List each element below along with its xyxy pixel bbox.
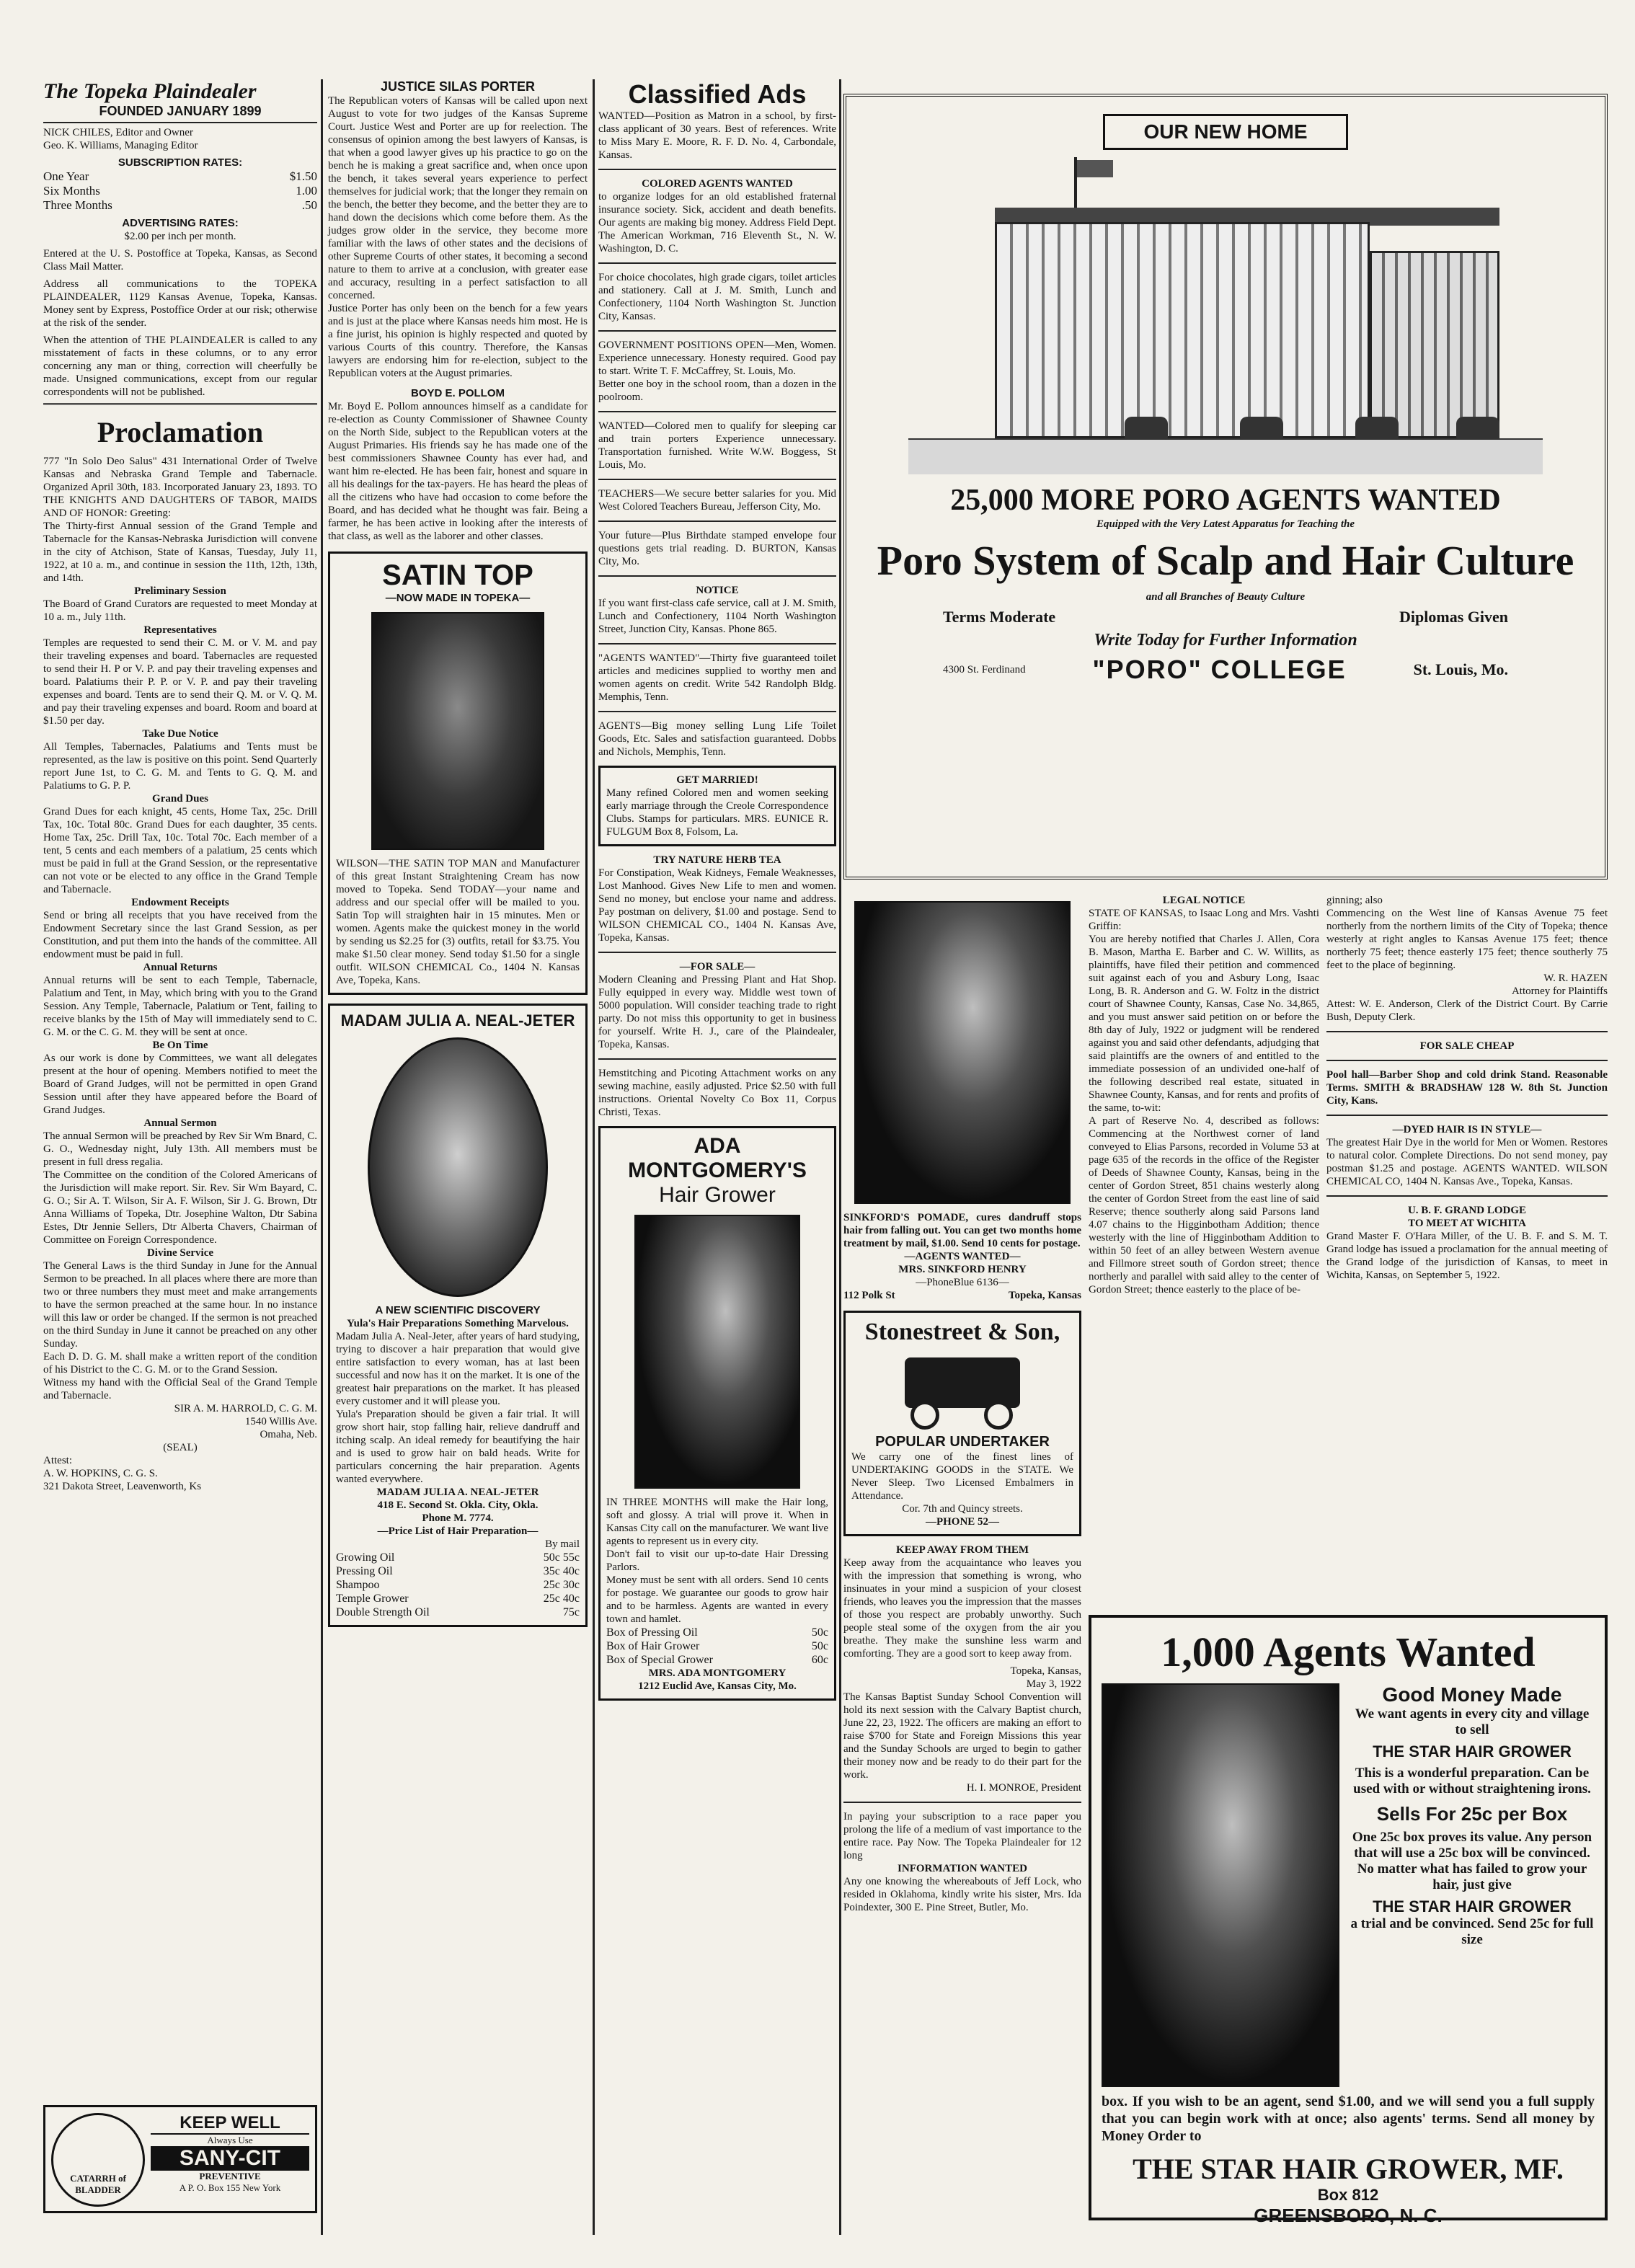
- advertising-rate: $2.00 per inch per month.: [124, 231, 236, 242]
- stonestreet-address: Cor. 7th and Quincy streets.: [902, 1503, 1023, 1515]
- keep-well-addr: A P. O. Box 155 New York: [179, 2182, 281, 2193]
- subhead: Divine Service: [146, 1247, 214, 1259]
- address-notice: Address all communications to the TOPEKA PLAINDEALER, 1129 Kansas Avenue, Topeka, Kansas. Money sent by Express, Postoffice Order at our risk; otherwise at the risk of the sender.: [43, 278, 317, 329]
- price-values: 25c 40c: [543, 1593, 580, 1605]
- correction-notice: When the attention of THE PLAINDEALER is called to any misstatement of facts in these columns, or to any error concerning any man or thing, correction will cheerfully be made. Unsigned communications, except from our regular correspondents will not be published.: [43, 334, 317, 405]
- baptist-signature: H. I. MONROE, President: [966, 1782, 1081, 1794]
- keep-well-tag: Always Use: [207, 2135, 253, 2145]
- keep-well-ad: [43, 2105, 317, 2213]
- paragraph: The annual Sermon will be preached by Rev Sir Wm Bnard, C. G. O., Wednesday night, July 13th. All members must be present in full dress regalia.: [43, 1130, 317, 1168]
- julia-address: MADAM JULIA A. NEAL-JETER 418 E. Second St. Okla. City, Okla. Phone M. 7774.: [376, 1487, 539, 1524]
- ada-p3: Money must be sent with all orders. Send 10 cents for postage. We guarantee our goods to grow hair and to be harmless. Agents are wanted in every town and hamlet.: [606, 1574, 828, 1625]
- price-item: Temple Grower: [336, 1593, 409, 1605]
- paragraph: Send or bring all receipts that you have received from the Endowment Secretary since the last Grand Session, as per Constitution, and put them into the hands of the committee. All endowment must be paid in full.: [43, 910, 317, 960]
- justice-title: JUSTICE SILAS PORTER: [380, 79, 536, 94]
- subscription-appeal: In paying your subscription to a race paper you prolong the life of a medium of vast importance to the entire race. Pay Now. The Topeka Plaindealer for 12 long: [843, 1811, 1081, 1861]
- poro-h4: and all Branches of Beauty Culture: [1146, 591, 1306, 603]
- stonestreet-text: We carry one of the finest lines of UNDERTAKING GOODS in the STATE. We Never Sleep. Two Licensed Embalmers in Attendance.: [851, 1451, 1073, 1502]
- poro-terms: Terms Moderate: [943, 608, 1056, 626]
- ubf-text: Grand Master F. O'Hara Miller, of the U. B. F. and S. M. T. Grand lodge has issued a proclamation for the annual meeting of the Grand lodge of the jurisdiction of Kansas, to meet in Wichita, Kansas, on September 5, 1922.: [1326, 1231, 1608, 1281]
- paragraph: Temples are requested to send their C. M. or V. M. and pay their traveling expenses and board. Tabernacles are requested to send their H. P or V. P. and pay their traveling expenses and board. Palatiums their P. P. or V. P. and pay their traveling expenses and board. Tents are to send their Q. M. or V. Q. M. and pay their traveling expenses and board. Room and board at $1.50 per day.: [43, 637, 317, 727]
- subhead: Endowment Receipts: [131, 897, 229, 908]
- advertising-heading: ADVERTISING RATES:: [122, 217, 239, 229]
- satin-top-sub: —NOW MADE IN TOPEKA—: [385, 592, 531, 604]
- julia-h1: A NEW SCIENTIFIC DISCOVERY: [375, 1304, 541, 1316]
- subhead: Representatives: [143, 624, 217, 636]
- rates-list: [43, 169, 317, 213]
- star-h2: THE STAR HAIR GROWER: [1373, 1742, 1572, 1760]
- info-wanted-title: INFORMATION WANTED: [898, 1863, 1027, 1874]
- star-p1: We want agents in every city and village to sell: [1355, 1706, 1590, 1737]
- price-row: [336, 1605, 580, 1619]
- rate-value: $1.50: [289, 169, 317, 183]
- column-news: [328, 79, 588, 1627]
- price-row: [336, 1578, 580, 1592]
- column-rule: [321, 79, 323, 2235]
- star-p2: This is a wonderful preparation. Can be used with or without straightening irons.: [1353, 1766, 1591, 1797]
- classified-ad-heading: —FOR SALE—: [679, 961, 756, 973]
- price-item: Growing Oil: [336, 1551, 395, 1564]
- seal: (SEAL): [163, 1442, 198, 1453]
- classified-ad: Modern Cleaning and Pressing Plant and Hat Shop. Fully equipped in every way. Middle west town of 5000 population. Will consider teaching trade to right party. Do not miss this opportunity to get in business for yourself. Write H. J., care of the Plaindealer, Topeka, Kansas.: [598, 974, 836, 1050]
- price-item: Pressing Oil: [336, 1565, 393, 1577]
- stonestreet-ad: [843, 1311, 1081, 1536]
- star-p5: box. If you wish to be an agent, send $1.00, and we will send you a full supply that you can begin work with at once; also agents' terms. Send all money by Money Order to: [1102, 2094, 1595, 2144]
- price-row: [43, 198, 317, 213]
- legal-p1: STATE OF KANSAS, to Isaac Long and Mrs. Vashti Griffin:: [1089, 908, 1319, 932]
- price-row: [606, 1653, 828, 1667]
- julia-title: MADAM JULIA A. NEAL-JETER: [340, 1011, 575, 1029]
- star-portrait: [1102, 1683, 1339, 2087]
- star-company: THE STAR HAIR GROWER, MF.: [1133, 2153, 1564, 2185]
- poro-building-illustration: [908, 157, 1543, 474]
- price-values: 50c 55c: [543, 1551, 580, 1564]
- paragraph: All Temples, Tabernacles, Palatiums and Tents must be represented, as the law is positive on this point. Send Quarterly report June 1st, to C. G. M. and Tents to G. Q. M. and Palatiums to G. P. P.: [43, 741, 317, 792]
- keep-well-text: [151, 2113, 309, 2205]
- classified-ad: WANTED—Position as Matron in a school, by first-class applicant of 30 years. Best of references. Write to Miss Mary E. Moore, R. F. D. No. 4, Carbondale, Kansas.: [598, 110, 836, 161]
- keep-away-title: KEEP AWAY FROM THEM: [895, 1544, 1029, 1556]
- price-row: [606, 1639, 828, 1653]
- paragraph: The General Laws is the third Sunday in June for the Annual Sermon to be preached. In all places where there are more than two or three numbers they must meet and make arrangements to have the sermon preached at the same hour. In no instance will this law or order be changed. If the sermon is not preached on the third Sunday in June it cannot be preached on any other Sunday.: [43, 1260, 317, 1350]
- editors: NICK CHILES, Editor and Owner Geo. K. Williams, Managing Editor: [43, 122, 317, 152]
- cheap-text: Pool hall—Barber Shop and cold drink Stand. Reasonable Terms. SMITH & BRADSHAW 128 W. 8th St. Junction City, Kans.: [1326, 1069, 1608, 1107]
- price-value: 60c: [811, 1654, 828, 1666]
- price-row: [336, 1592, 580, 1605]
- price-row: [43, 184, 317, 198]
- star-title: 1,000 Agents Wanted: [1161, 1629, 1536, 1675]
- price-values: 35c 40c: [543, 1565, 580, 1577]
- stonestreet-phone: —PHONE 52—: [925, 1516, 1000, 1528]
- paragraph: Annual returns will be sent to each Temple, Tabernacle, Palatium and Tent, in May, which bring with you to the Grand Session. Any Temple, Tabernacle, Palatium or Tent, failing to receive blanks by the 15th of May will immediately send to C. G. M. or the C. G. M. they will be sent at once.: [43, 975, 317, 1038]
- proclamation-session: The Thirty-first Annual session of the Grand Temple and Tabernacle for the Kansas-Nebraska Jurisdiction will convene in the city of Atchison, State of Kansas, Tuesday, July 11, 1922, at 10 a. m., and continue in session the 11th, 12th, 13th, and 14th.: [43, 521, 317, 584]
- price-item: Box of Hair Grower: [606, 1640, 700, 1652]
- signature: SIR A. M. HARROLD, C. G. M. 1540 Willis Ave. Omaha, Neb.: [174, 1403, 317, 1440]
- julia-portrait: [368, 1037, 548, 1297]
- star-p4: a trial and be convinced. Send 25c for full size: [1350, 1916, 1594, 1947]
- legal-title: LEGAL NOTICE: [1162, 895, 1246, 906]
- column-masthead: [43, 79, 317, 2195]
- julia-ad: [328, 1004, 588, 1627]
- paragraph: The Board of Grand Curators are requested to meet Monday at 10 a. m., July 11th.: [43, 598, 317, 623]
- classified-ad: Your future—Plus Birthdate stamped envelope four questions gets trial reading. D. BURTON, Kansas City, Mo.: [598, 530, 836, 567]
- classified-ad: AGENTS—Big money selling Lung Life Toilet Goods, Etc. Sales and satisfaction guaranteed. Dobbs and Nichols, Memphis, Tenn.: [598, 720, 836, 758]
- rate-label: Three Months: [43, 198, 112, 212]
- column-legal: [1089, 894, 1319, 1296]
- price-item: Double Strength Oil: [336, 1606, 430, 1618]
- price-value: 50c: [811, 1626, 828, 1639]
- legal-p5: Commencing on the West line of Kansas Avenue 75 feet northerly from the northern limits of the City of Topeka; thence westerly at right angles to Kansas Avenue 175 feet; thence northerly 75 feet; thence easterly 175 feet; thence southerly 75 feet to the place of beginning.: [1326, 908, 1608, 971]
- column-rule: [839, 79, 841, 2235]
- julia-list-heading: —Price List of Hair Preparation—: [377, 1525, 539, 1537]
- legal-attest: Attest: W. E. Anderson, Clerk of the District Court. By Carrie Bush, Deputy Clerk.: [1326, 998, 1608, 1023]
- stonestreet-h1: POPULAR UNDERTAKER: [875, 1434, 1050, 1450]
- ada-title: ADA MONTGOMERY'S: [628, 1134, 807, 1182]
- subhead: Annual Sermon: [143, 1117, 217, 1129]
- entered-notice: Entered at the U. S. Postoffice at Topeka, Kansas, as Second Class Mail Matter.: [43, 248, 317, 273]
- satin-top-portrait: [371, 612, 544, 850]
- satin-top-text: WILSON—THE SATIN TOP MAN and Manufacturer of this great Instant Straightening Cream has now moved to Topeka. Send TODAY—your name and address and our special offer will be mailed to you. Satin Top will straighten hair in 15 minutes. Men or women. Agents make the quickest money in the world by sending us $2.25 for (3) outfits, retail for $3.75. You make $1.50 clear money. Send today $1.50 for a single outfit. WILSON CHEMICAL Co., 1404 N. Kansas Ave, Topeka, Kans.: [336, 858, 580, 986]
- subhead: Preliminary Session: [134, 585, 226, 597]
- classified-ad: "AGENTS WANTED"—Thirty five guaranteed toilet articles and medicines supplied to worthy men and women agents on credit. Write 542 Randolph Bldg. Memphis, Tenn.: [598, 652, 836, 703]
- newspaper-page: [29, 79, 1608, 2235]
- star-p3: One 25c box proves its value. Any person that will use a 25c box will be convinced. No matter what has failed to grow your hair, just give: [1352, 1830, 1592, 1892]
- ubf-title: U. B. F. GRAND LODGE: [1407, 1205, 1527, 1216]
- classified-ad: TEACHERS—We secure better salaries for you. Mid West Colored Teachers Bureau, Jefferson City, Mo.: [598, 488, 836, 513]
- price-row: [606, 1626, 828, 1639]
- price-item: Shampoo: [336, 1579, 380, 1591]
- price-row: [43, 169, 317, 184]
- dyed-text: The greatest Hair Dye in the world for Men or Women. Restores to natural color. Complete Directions. Do not send money, pay postman $1.25 and postage. AGENTS WANTED. WILSON CHEMICAL CO, 1404 N. Kansas Ave., Topeka, Kansas.: [1326, 1137, 1608, 1187]
- justice-p2: Justice Porter has only been on the bench for a few years and is just at the place where Kansas needs him most. He is a fine jurist, his opinion is highly respected and quoted by various Courts of this country. Therefore, the Kansas lawyers are endorsing him for re-election, subject to the Republican voters at the August primaries.: [328, 303, 588, 379]
- poro-street: 4300 St. Ferdinand: [943, 664, 1026, 675]
- ada-price-list: [606, 1626, 828, 1667]
- baptist-text: The Kansas Baptist Sunday School Convention will hold its next session with the Calvary Baptist church, June 22, 23, 1922. The officers are making an effort to raise $700 for State and Foreign Missions this year and the Sunday Schools are urged to begin to gather their money now and be ready to do their part for the work.: [843, 1691, 1081, 1781]
- paragraph: Witness my hand with the Official Seal of the Grand Temple and Tabernacle.: [43, 1377, 317, 1401]
- price-row: [336, 1551, 580, 1564]
- subhead: Take Due Notice: [142, 728, 218, 740]
- ada-portrait: [634, 1215, 800, 1489]
- sinkford-portrait: [854, 901, 1071, 1204]
- subhead: Be On Time: [152, 1040, 208, 1051]
- classified-title: Classified Ads: [628, 79, 807, 109]
- subhead: Grand Dues: [152, 793, 208, 805]
- classified-ad: If you want first-class cafe service, call at J. M. Smith, Lunch and Confectionery, 1104 North Washington Street, Junction City, Kansas. Phone 865.: [598, 598, 836, 635]
- sinkford-address: 112 Polk St: [843, 1290, 895, 1301]
- star-hair-grower-ad: [1089, 1615, 1608, 2226]
- classified-ad: to organize lodges for an old established fraternal insurance society. Sick, accident and death benefits. Our agents are making big money. Address Field Dept. The American Workman, 716 Eleventh St., N. W. Washington, D. C.: [598, 191, 836, 254]
- classified-ad-heading: NOTICE: [696, 585, 739, 596]
- dyed-title: —DYED HAIR IS IN STYLE—: [1392, 1124, 1542, 1135]
- classified-ad: For Constipation, Weak Kidneys, Female Weaknesses, Lost Manhood. Gives New Life to men and women. Send no money, but enclose your name and address. Pay postman on delivery, $1.00 and postage. Send to WILSON CHEMICAL CO., 1404 N. Kansas Ave, Topeka, Kansas.: [598, 867, 836, 944]
- julia-list-sub: By mail: [545, 1538, 580, 1550]
- julia-h2: Yula's Hair Preparations Something Marvelous.: [347, 1318, 569, 1329]
- poro-h2: Equipped with the Very Latest Apparatus for Teaching the: [1096, 518, 1355, 530]
- ubf-sub: TO MEET AT WICHITA: [1408, 1218, 1526, 1229]
- proclamation-intro: 777 "In Solo Deo Salus" 431 International Order of Twelve Kansas and Nebraska Grand Temple and Tabernacle. Organized April 30th, 183. Incorporated January 23, 1893. TO THE KNIGHTS AND DAUGHTERS OF TABOR, MAIDS AND OF HONOR: Greeting:: [43, 456, 317, 519]
- price-row: [336, 1564, 580, 1578]
- price-item: Box of Special Grower: [606, 1654, 713, 1666]
- legal-p4: ginning; also: [1326, 895, 1383, 906]
- poro-college: "PORO" COLLEGE: [1092, 655, 1347, 684]
- ada-p1: IN THREE MONTHS will make the Hair long, soft and glossy. A trial will prove it. When in Kansas City call on the manufacturer. We want live agents to represent us in every city.: [606, 1497, 829, 1547]
- keep-well-title: KEEP WELL: [151, 2113, 309, 2135]
- attest: Attest: A. W. HOPKINS, C. G. S. 321 Dakota Street, Leavenworth, Ks: [43, 1455, 202, 1492]
- get-married-heading: GET MARRIED!: [676, 774, 758, 786]
- price-values: 25c 30c: [543, 1579, 580, 1591]
- classified-ad: WANTED—Colored men to qualify for sleeping car and train porters Experience unnecessary. Transportation furnished. Write W.W. Boggess, St Louis, Mo.: [598, 420, 836, 471]
- star-h3: Sells For 25c per Box: [1376, 1803, 1568, 1825]
- column-classified: [598, 79, 836, 1701]
- star-box: Box 812: [1317, 2186, 1379, 2204]
- rate-value: .50: [301, 198, 317, 212]
- paragraph: Each D. D. G. M. shall make a written report of the condition of his District to the C. G. M. or to the Grand Session.: [43, 1351, 317, 1376]
- sinkford-agents: —AGENTS WANTED—: [904, 1251, 1021, 1262]
- satin-top-ad: [328, 552, 588, 995]
- classified-ad-heading: COLORED AGENTS WANTED: [642, 178, 793, 190]
- paragraph: Grand Dues for each knight, 45 cents, Home Tax, 25c. Drill Tax, 10c. Total 80c. Grand Dues for each daughter, 35 cents. Home Tax, 25c. Drill Tax, 10c. Total 70c. Each member of a tent, 5 cents and each members of a palatium, 25 cents which must be paid in full at the Grand Session, or the representative can not vote or be elected to any office in the Grand Temple and Tabernacle.: [43, 806, 317, 895]
- paragraph: As our work is done by Committees, we want all delegates present at the hour of opening. Members notified to meet the Board of Grand Judges, will not be permitted in open Grand Session until after they have appeared before the Board of Grand Judges.: [43, 1053, 317, 1116]
- price-value: 50c: [811, 1640, 828, 1652]
- star-city: GREENSBORO, N. C.: [1254, 2205, 1443, 2226]
- dateline: Topeka, Kansas, May 3, 1922: [1010, 1665, 1081, 1690]
- poro-banner: OUR NEW HOME: [1143, 120, 1308, 143]
- price-values: 75c: [562, 1606, 580, 1618]
- classified-ad: GOVERNMENT POSITIONS OPEN—Men, Women. Experience unnecessary. Honesty required. Good pay to start. Write T. F. McCaffrey, St. Louis, Mo.: [598, 340, 836, 377]
- column-rule: [593, 79, 595, 2235]
- poro-ad: [843, 94, 1608, 880]
- cheap-title: FOR SALE CHEAP: [1419, 1040, 1515, 1052]
- poro-h1: 25,000 MORE PORO AGENTS WANTED: [950, 484, 1501, 517]
- ada-sub: Hair Grower: [659, 1183, 776, 1207]
- keep-away-text: Keep away from the acquaintance who leaves you with the impression that something is wrong, who insinuates in your mind a suspicion of your closest friends, who leaves you the impression that the masses of those you respect are probably unworthy. Such people steal some of the oxygen from the air you breathe. They make the sunshine less warm and comforting. They are a good sort to keep away from.: [843, 1557, 1081, 1660]
- keep-well-desc: PREVENTIVE: [199, 2171, 261, 2181]
- paragraph: The Committee on the condition of the Colored Americans of the Jurisdiction will make report. Sir. Rev. Sir Wm Bayard, C. G. O.; Sir A. T. Wilson, Sir A. F. Wilson, Sir J. G. Brown, Dtr Anna Williams of Topeka, Dtr. Josephine Walton, Dtr Sabina Estes, Dtr Jennie Sellers, Dtr Alberta Chavers, Chairman of Committee on Foreign Correspondence.: [43, 1169, 317, 1246]
- price-item: Box of Pressing Oil: [606, 1626, 698, 1639]
- sinkford-text: SINKFORD'S POMADE, cures dandruff stops hair from falling out. You can get two months home treatment by mail, $1.00. Send 10 cents for postage.: [843, 1212, 1081, 1249]
- poro-h3: Poro System of Scalp and Hair Culture: [877, 537, 1574, 584]
- sinkford-name: MRS. SINKFORD HENRY: [898, 1264, 1027, 1275]
- hearse-illustration: [890, 1350, 1034, 1430]
- subscription-heading: SUBSCRIPTION RATES:: [118, 156, 243, 169]
- column-misc: [1326, 894, 1608, 1282]
- ada-montgomery-ad: [598, 1126, 836, 1701]
- info-wanted-text: Any one knowing the whereabouts of Jeff Lock, who resided in Oklahoma, kindly write his sister, Mrs. Ida Poindexter, 300 E. Pine Street, Butler, Mo.: [843, 1876, 1081, 1913]
- ada-p2: Don't fail to visit our up-to-date Hair Dressing Parlors.: [606, 1549, 828, 1573]
- poro-diplomas: Diplomas Given: [1399, 608, 1508, 626]
- sinkford-city: Topeka, Kansas: [1008, 1290, 1081, 1301]
- julia-price-list: [336, 1551, 580, 1619]
- subhead: Annual Returns: [143, 962, 218, 973]
- column-sinkford: [843, 894, 1081, 1914]
- poro-city: St. Louis, Mo.: [1413, 660, 1508, 678]
- classified-ad: Better one boy in the school room, than a dozen in the poolroom.: [598, 378, 836, 403]
- classified-ad: For choice chocolates, high grade cigars, toilet articles and stationery. Call at J. M. Smith, Lunch and Confectionery, 1104 North Washington St. Junction City, Kansas.: [598, 272, 836, 322]
- julia-p2: Yula's Preparation should be given a fair trial. It will grow short hair, stop falling hair, relieve dandruff and itching scalp. An ideal remedy for beautifying the hair and is used to grow hair on bald heads. Write for particulars concerning the hair preparation. Agents wanted everywhere.: [336, 1409, 580, 1485]
- classified-ad: Hemstitching and Picoting Attachment works on any sewing machine, easily adjusted. Price $2.50 with full instructions. Oriental Novelty Co Box 11, Corpus Christi, Texas.: [598, 1068, 836, 1118]
- julia-p1: Madam Julia A. Neal-Jeter, after years of hard studying, trying to discover a hair preparation that would give entire satisfaction to every woman, has at last been successful and now has it on the market. It is one of the greatest hair preparations on the market. It has pleased every customer and it will please you.: [336, 1331, 580, 1407]
- legal-signature: W. R. HAZEN Attorney for Plaintiffs: [1511, 973, 1608, 997]
- rate-label: One Year: [43, 169, 89, 183]
- legal-p3: A part of Reserve No. 4, described as follows: Commencing at the Northwest corner of land conveyed to Elias Parsons, recorded in Volume 53 at page 635 of the records in the office of the Register of Deeds of Shawnee County, Kansas, being in the center of Gordon Street, 851 chains westerly along the center of Gordon Street from the east line of said Reserve; thence southerly along said Parsons land 4.07 chains to the Higginbotham Addition; thence westerly with the line of Higginbotham Addition to within 50 feet of an alley between Western avenue and Fillmore street south of Gordon street; thence northerly and parallel with said alley to the center of Gordon Street; thence easterly to the place of be-: [1089, 1115, 1319, 1295]
- bladder-seal: CATARRH of BLADDER: [51, 2113, 145, 2207]
- star-h1: Good Money Made: [1382, 1683, 1562, 1706]
- satin-top-title: SATIN TOP: [382, 559, 533, 591]
- sinkford-phone: —PhoneBlue 6136—: [916, 1277, 1009, 1288]
- ada-address: MRS. ADA MONTGOMERY 1212 Euclid Ave, Kansas City, Mo.: [638, 1667, 797, 1692]
- pollom-p1: Mr. Boyd E. Pollom announces himself as a candidate for re-election as County Commissioner of Shawnee County on the North Side, subject to the Republican voters at the August Primaries. His friends say he has made one of the best commissioners Shawnee County has ever had, and want him re-elected. He has been fair, honest and square in all his dealings for the tax-payers. He has heard the pleas of all the citizens who have had occasion to come before the Board, and has decided what he thought was fair. Being a farmer, he has been active in looking after the interests of that class, as well as the laborer and other classes.: [328, 401, 588, 542]
- masthead-title: The Topeka Plaindealer: [43, 79, 257, 103]
- pollom-title: BOYD E. POLLOM: [410, 387, 505, 399]
- keep-well-brand: SANY-CIT: [151, 2146, 309, 2171]
- proclamation-title: Proclamation: [97, 416, 264, 448]
- poro-write: Write Today for Further Information: [1094, 631, 1357, 650]
- founded-line: FOUNDED JANUARY 1899: [99, 104, 262, 118]
- star-h4: THE STAR HAIR GROWER: [1373, 1897, 1572, 1915]
- rate-label: Six Months: [43, 184, 100, 198]
- get-married-text: Many refined Colored men and women seeking early marriage through the Creole Correspondence Clubs. Stamps for particulars. MRS. EUNICE R. FULGUM Box 8, Folsom, La.: [606, 787, 828, 838]
- get-married-ad: [598, 766, 836, 846]
- justice-p1: The Republican voters of Kansas will be called upon next August to vote for two judges of the Kansas Supreme Court. Justice West and Porter are up for reelection. The consensus of opinion among the best lawyers of Kansas, is that when a good lawyer gives up his practice to go on the bench he is making a great sacrifice and, when once upon the bench, it takes several years experience to perfect themselves for judicial work; that the longer they remain on the bench, the better they become, and the better they are to hand down the decisions which come before them. As the judges grow older in the service, they become more familiar with the laws of other states and the decisions of other Supreme Courts of other states, it becoming a second nature to them to arrive at a conclusion, with greater ease and accuracy, resulting in a perfect satisfaction to all concerned.: [328, 95, 588, 301]
- stonestreet-title: Stonestreet & Son,: [864, 1319, 1060, 1345]
- classified-ad-heading: TRY NATURE HERB TEA: [653, 854, 781, 866]
- rate-value: 1.00: [296, 184, 317, 198]
- legal-p2: You are hereby notified that Charles J. Allen, Cora B. Mason, Martha E. Barber and C. W. Willits, as plaintiffs, have filed their petition and commenced suit against each of you and Asbury Long, Isaac Long, B. R. Anderson and G. W. Foltz in the district court of Shawnee County, Kansas, Case No. 34,865, and you must answer said petition on or before the 8th day of July, 1922 or judgment will be rendered against you and said other defendants, adjudging that said plaintiffs are the owners of and entitled to the immediate possession of an undivided one-half of the following described real estate, situated in Shawnee County, Kansas, and for rents and profits of the same, to-wit:: [1089, 934, 1319, 1114]
